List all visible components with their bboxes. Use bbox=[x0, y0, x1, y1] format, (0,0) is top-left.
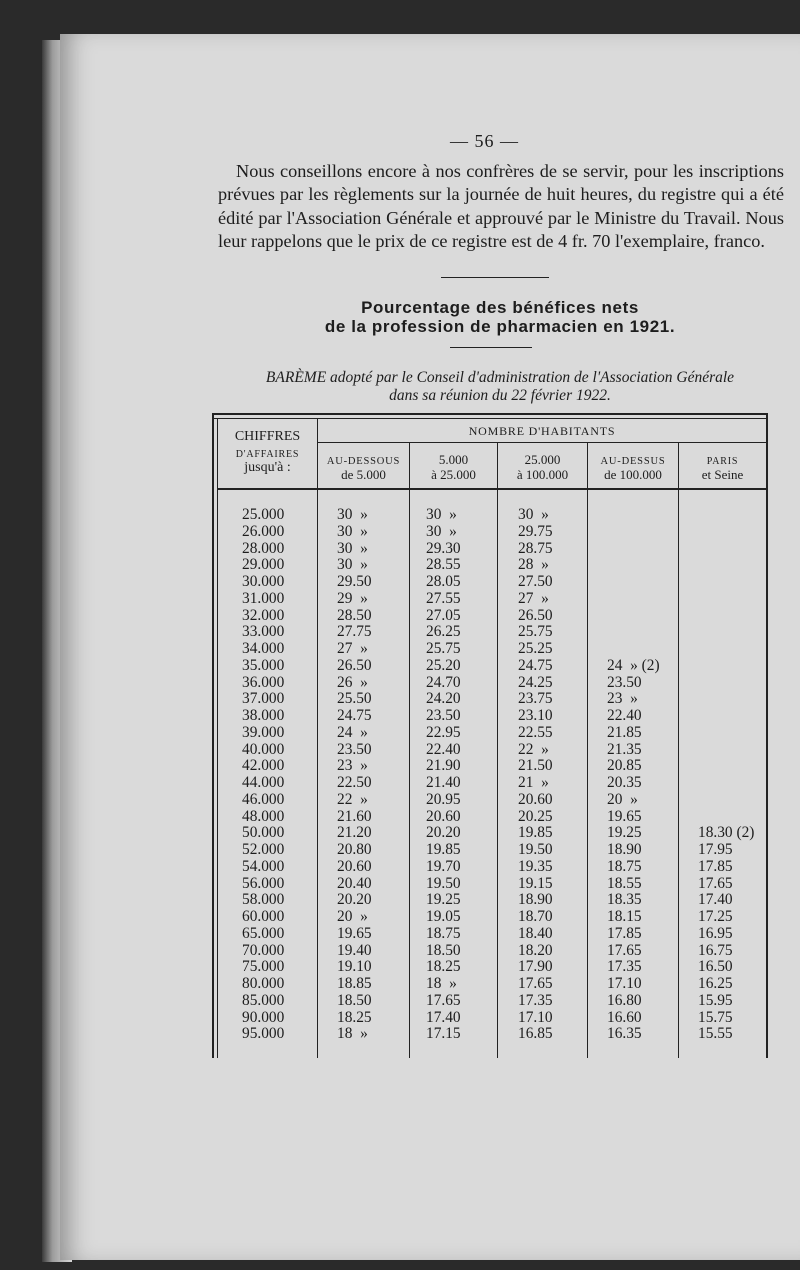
table-cell bbox=[698, 574, 754, 591]
table-cell: 18.75 bbox=[426, 924, 461, 942]
table-cell bbox=[698, 591, 754, 608]
table-cell: 24 » bbox=[337, 723, 368, 741]
table-left-border-inner bbox=[217, 418, 218, 1058]
table-cell: 17.65 bbox=[426, 991, 461, 1009]
column-separator bbox=[497, 443, 498, 1058]
table-cell: 27.05 bbox=[426, 606, 461, 624]
table-cell: 17.35 bbox=[518, 991, 553, 1009]
separator-rule bbox=[441, 277, 549, 278]
table-top-border bbox=[212, 413, 768, 415]
group-header-rule bbox=[318, 442, 766, 443]
table-cell: 18.50 bbox=[426, 941, 461, 959]
table-right-border bbox=[766, 413, 768, 1058]
table-cell: 20.80 bbox=[337, 841, 372, 858]
table-cell: 19.70 bbox=[426, 857, 461, 875]
column-separator bbox=[587, 443, 588, 1058]
table-cell: 33.000 bbox=[242, 623, 285, 641]
table-cell: 48.000 bbox=[242, 807, 285, 825]
table-cell: 95.000 bbox=[242, 1025, 285, 1043]
header-col3-line2: à 100.000 bbox=[516, 467, 569, 482]
table-cell: 18.85 bbox=[337, 975, 372, 992]
table-cell: 27.50 bbox=[518, 573, 553, 590]
table-cell: 27 » bbox=[518, 589, 549, 607]
column-5000-25000 bbox=[426, 507, 461, 1043]
column-separator bbox=[409, 443, 410, 1058]
table-cell: 80.000 bbox=[242, 975, 285, 992]
table-cell: 28.000 bbox=[242, 539, 285, 557]
header-col2-line1: 5.000 bbox=[438, 452, 469, 467]
table-cell: 19.65 bbox=[607, 807, 642, 825]
header-affaires: D'AFFAIRES bbox=[235, 449, 300, 460]
table-cell bbox=[698, 775, 754, 792]
table-cell: 20.60 bbox=[337, 857, 372, 875]
table-cell: 19.05 bbox=[426, 908, 461, 925]
section-title-line2: de la profession de pharmacien en 1921. bbox=[324, 317, 676, 336]
table-cell: 70.000 bbox=[242, 941, 285, 959]
table-cell: 26.50 bbox=[518, 606, 553, 624]
table-cell: 27 » bbox=[337, 640, 368, 657]
table-cell: 85.000 bbox=[242, 991, 285, 1009]
table-cell: 23.50 bbox=[607, 673, 642, 691]
table-cell: 17.65 bbox=[698, 874, 733, 892]
table-cell: 30.000 bbox=[242, 573, 285, 590]
table-cell: 23.10 bbox=[518, 707, 553, 724]
table-cell: 17.65 bbox=[607, 941, 642, 959]
table-cell: 37.000 bbox=[242, 690, 285, 708]
table-left-border bbox=[212, 413, 214, 1058]
table-cell: 20.20 bbox=[426, 824, 461, 842]
table-cell: 28.50 bbox=[337, 606, 372, 624]
table-cell: 26.50 bbox=[337, 656, 372, 674]
table-cell: 40.000 bbox=[242, 740, 285, 758]
table-cell: 25.75 bbox=[426, 640, 461, 657]
table-cell: 24.25 bbox=[518, 673, 553, 691]
table-cell: 22.95 bbox=[426, 723, 461, 741]
table-cell: 50.000 bbox=[242, 824, 285, 842]
table-cell: 18.50 bbox=[337, 991, 372, 1009]
table-cell: 58.000 bbox=[242, 891, 285, 909]
table-cell: 31.000 bbox=[242, 589, 285, 607]
table-cell: 18.70 bbox=[518, 908, 553, 925]
table-cell: 20.60 bbox=[426, 807, 461, 825]
table-cell: 16.25 bbox=[698, 975, 733, 992]
table-cell: 21.90 bbox=[426, 757, 461, 775]
column-chiffres bbox=[242, 507, 284, 1043]
table-cell: 29.50 bbox=[337, 573, 372, 590]
table-cell: 25.75 bbox=[518, 623, 553, 641]
table-cell: 16.50 bbox=[698, 958, 733, 976]
table-cell: 35.000 bbox=[242, 656, 285, 674]
table-cell: 65.000 bbox=[242, 924, 285, 942]
table-cell: 30 » bbox=[337, 539, 368, 557]
table-cell bbox=[698, 608, 754, 625]
table-cell: 29.000 bbox=[242, 556, 285, 574]
table-cell: 44.000 bbox=[242, 774, 285, 791]
header-col3-line1: 25.000 bbox=[524, 452, 561, 467]
header-col1-line2: de 5.000 bbox=[341, 467, 386, 482]
header-col2-line2: à 25.000 bbox=[431, 467, 476, 482]
table-cell: 21.85 bbox=[607, 723, 642, 741]
table-cell: 15.55 bbox=[698, 1025, 733, 1043]
table-cell: 19.35 bbox=[518, 857, 553, 875]
table-cell bbox=[698, 708, 754, 725]
table-cell: 75.000 bbox=[242, 958, 285, 976]
table-cell bbox=[607, 507, 660, 524]
table-cell bbox=[607, 524, 660, 541]
table-cell: 18.90 bbox=[607, 841, 642, 858]
table-cell: 16.95 bbox=[698, 924, 733, 942]
table-cell bbox=[698, 658, 754, 675]
table-cell: 17.40 bbox=[426, 1008, 461, 1026]
table-cell: 20.95 bbox=[426, 790, 461, 808]
table-cell: 25.20 bbox=[426, 656, 461, 674]
column-separator bbox=[317, 418, 318, 1058]
table-cell: 17.15 bbox=[426, 1025, 461, 1043]
table-cell: 52.000 bbox=[242, 841, 285, 858]
table-cell bbox=[698, 725, 754, 742]
table-cell bbox=[698, 792, 754, 809]
table-cell: 15.75 bbox=[698, 1008, 733, 1026]
table-cell: 22.50 bbox=[337, 774, 372, 791]
table-cell: 17.10 bbox=[607, 975, 642, 992]
table-cell: 29.75 bbox=[518, 522, 553, 540]
table-cell: 39.000 bbox=[242, 723, 285, 741]
table-cell: 18.55 bbox=[607, 874, 642, 892]
table-cell: 18.25 bbox=[337, 1008, 372, 1026]
table-cell: 17.40 bbox=[698, 891, 733, 909]
table-cell: 23 » bbox=[337, 757, 368, 775]
column-under-5000 bbox=[337, 507, 372, 1043]
table-cell: 24.20 bbox=[426, 690, 461, 708]
table-cell: 18.30 (2) bbox=[698, 824, 755, 842]
table-cell: 20.60 bbox=[518, 790, 553, 808]
header-col4-line1: AU-DESSUS bbox=[600, 456, 666, 467]
table-cell: 38.000 bbox=[242, 707, 285, 724]
table-cell: 29 » bbox=[337, 589, 368, 607]
table-cell bbox=[698, 742, 754, 759]
table-cell: 42.000 bbox=[242, 757, 285, 775]
table-cell: 26.25 bbox=[426, 623, 461, 641]
table-cell: 28.55 bbox=[426, 556, 461, 574]
table-cell: 26.000 bbox=[242, 522, 285, 540]
table-cell bbox=[607, 591, 660, 608]
table-cell bbox=[698, 524, 754, 541]
table-cell: 18.35 bbox=[607, 891, 642, 909]
table-cell: 16.75 bbox=[698, 941, 733, 959]
table-cell: 20 » bbox=[337, 908, 368, 925]
intro-paragraph bbox=[218, 160, 784, 253]
table-cell: 16.60 bbox=[607, 1008, 642, 1026]
table-cell: 23.75 bbox=[518, 690, 553, 708]
header-nombre-habitants: NOMBRE D'HABITANTS bbox=[468, 424, 616, 438]
table-cell: 30 » bbox=[337, 556, 368, 574]
table-cell: 24 » (2) bbox=[607, 656, 660, 674]
table-cell: 34.000 bbox=[242, 640, 285, 657]
table-cell: 20.20 bbox=[337, 891, 372, 909]
column-separator bbox=[678, 443, 679, 1058]
table-cell: 19.65 bbox=[337, 924, 372, 942]
table-cell: 23 » bbox=[607, 690, 638, 708]
table-cell: 18.25 bbox=[426, 958, 461, 976]
table-cell: 20 » bbox=[607, 790, 638, 808]
table-cell: 18.20 bbox=[518, 941, 553, 959]
table-cell bbox=[698, 691, 754, 708]
column-over-100000 bbox=[607, 507, 660, 1043]
table-cell bbox=[607, 608, 660, 625]
table-cell: 17.90 bbox=[518, 958, 553, 976]
table-cell bbox=[698, 541, 754, 558]
table-cell: 27.55 bbox=[426, 589, 461, 607]
table-cell bbox=[698, 809, 754, 826]
table-cell: 24.70 bbox=[426, 673, 461, 691]
section-title-line1: Pourcentage des bénéfices nets bbox=[361, 298, 639, 317]
table-cell: 26 » bbox=[337, 673, 368, 691]
table-cell: 22.40 bbox=[426, 740, 461, 758]
table-cell: 24.75 bbox=[518, 656, 553, 674]
table-cell: 19.15 bbox=[518, 874, 553, 892]
header-chiffres: CHIFFRES bbox=[234, 429, 301, 444]
bareme-caption-line1: BARÈME adopté par le Conseil d'administration de l'Association Générale bbox=[265, 369, 735, 386]
table-cell: 19.85 bbox=[426, 841, 461, 858]
table-cell: 20.35 bbox=[607, 774, 642, 791]
table-cell: 22 » bbox=[518, 740, 549, 758]
table-cell: 17.65 bbox=[518, 975, 553, 992]
table-cell: 25.000 bbox=[242, 506, 285, 523]
table-cell: 22 » bbox=[337, 790, 368, 808]
table-cell: 20.40 bbox=[337, 874, 372, 892]
table-cell: 23.50 bbox=[426, 707, 461, 724]
separator-rule-2 bbox=[450, 347, 532, 348]
table-cell: 17.95 bbox=[698, 841, 733, 858]
table-cell: 30 » bbox=[426, 506, 457, 523]
table-cell: 17.85 bbox=[698, 857, 733, 875]
table-cell: 60.000 bbox=[242, 908, 285, 925]
table-cell: 21.40 bbox=[426, 774, 461, 791]
table-cell bbox=[698, 557, 754, 574]
table-cell: 36.000 bbox=[242, 673, 285, 691]
table-cell: 23.50 bbox=[337, 740, 372, 758]
table-cell: 54.000 bbox=[242, 857, 285, 875]
table-cell bbox=[698, 507, 754, 524]
table-cell: 24.75 bbox=[337, 707, 372, 724]
table-cell: 28.05 bbox=[426, 573, 461, 590]
table-cell bbox=[607, 557, 660, 574]
header-col1-line1: AU-DESSOUS bbox=[326, 456, 401, 467]
table-cell bbox=[698, 624, 754, 641]
table-cell: 19.25 bbox=[426, 891, 461, 909]
table-cell bbox=[698, 641, 754, 658]
table-cell: 22.40 bbox=[607, 707, 642, 724]
table-cell: 29.30 bbox=[426, 539, 461, 557]
header-col4-line2: de 100.000 bbox=[604, 467, 662, 482]
table-cell: 21.35 bbox=[607, 740, 642, 758]
table-cell: 25.25 bbox=[518, 640, 553, 657]
table-top-border-inner bbox=[212, 418, 768, 419]
table-cell: 18.15 bbox=[607, 908, 642, 925]
bareme-caption-line2: dans sa réunion du 22 février 1922. bbox=[389, 387, 611, 404]
table-cell: 17.35 bbox=[607, 958, 642, 976]
table-cell: 90.000 bbox=[242, 1008, 285, 1026]
table-cell bbox=[607, 624, 660, 641]
table-cell: 30 » bbox=[518, 506, 549, 523]
table-cell: 19.50 bbox=[518, 841, 553, 858]
table-cell: 16.85 bbox=[518, 1025, 553, 1043]
intro-text: Nous conseillons encore à nos confrères de se servir, pour les inscriptions prévues par les règlements sur la journée de huit heures, du registre qui a été édité par l'Association Générale et approuvé par le Ministre du Travail. Nous leur rappelons que le prix de ce registre est de 4 fr. 70 l'exemplaire, franco. bbox=[218, 161, 784, 251]
table-cell: 17.25 bbox=[698, 908, 733, 925]
table-cell: 18.40 bbox=[518, 924, 553, 942]
table-cell: 16.35 bbox=[607, 1025, 642, 1043]
table-cell: 21.20 bbox=[337, 824, 372, 842]
table-cell: 19.40 bbox=[337, 941, 372, 959]
table-cell: 30 » bbox=[426, 522, 457, 540]
table-cell bbox=[607, 641, 660, 658]
table-cell: 17.85 bbox=[607, 924, 642, 942]
table-cell: 18 » bbox=[426, 975, 457, 992]
table-cell: 18.75 bbox=[607, 857, 642, 875]
table-cell: 46.000 bbox=[242, 790, 285, 808]
table-cell bbox=[698, 675, 754, 692]
table-cell: 32.000 bbox=[242, 606, 285, 624]
table-cell: 21.60 bbox=[337, 807, 372, 825]
table-cell: 21.50 bbox=[518, 757, 553, 775]
page-number: — 56 — bbox=[450, 131, 519, 151]
table-cell: 19.50 bbox=[426, 874, 461, 892]
table-cell bbox=[698, 758, 754, 775]
header-bottom-rule bbox=[218, 488, 766, 490]
table-cell bbox=[607, 574, 660, 591]
table-cell: 18.90 bbox=[518, 891, 553, 909]
table-cell: 15.95 bbox=[698, 991, 733, 1009]
table-cell: 19.25 bbox=[607, 824, 642, 842]
table-cell: 28 » bbox=[518, 556, 549, 574]
table-cell: 22.55 bbox=[518, 723, 553, 741]
table-cell: 18 » bbox=[337, 1025, 368, 1043]
header-col5-line1: PARIS bbox=[706, 456, 739, 467]
table-cell: 56.000 bbox=[242, 874, 285, 892]
table-cell: 27.75 bbox=[337, 623, 372, 641]
table-cell: 20.85 bbox=[607, 757, 642, 775]
table-cell: 30 » bbox=[337, 506, 368, 523]
table-cell: 30 » bbox=[337, 522, 368, 540]
column-paris-seine bbox=[698, 507, 754, 1043]
table-cell: 19.10 bbox=[337, 958, 372, 976]
table-cell: 25.50 bbox=[337, 690, 372, 708]
table-cell: 21 » bbox=[518, 774, 549, 791]
table-cell: 17.10 bbox=[518, 1008, 553, 1026]
table-cell: 28.75 bbox=[518, 539, 553, 557]
table-cell: 16.80 bbox=[607, 991, 642, 1009]
header-col5-line2: et Seine bbox=[701, 467, 744, 482]
table-cell: 19.85 bbox=[518, 824, 553, 842]
column-25000-100000 bbox=[518, 507, 553, 1043]
table-cell: 20.25 bbox=[518, 807, 553, 825]
table-cell bbox=[607, 541, 660, 558]
header-jusqua: jusqu'à : bbox=[244, 460, 291, 475]
